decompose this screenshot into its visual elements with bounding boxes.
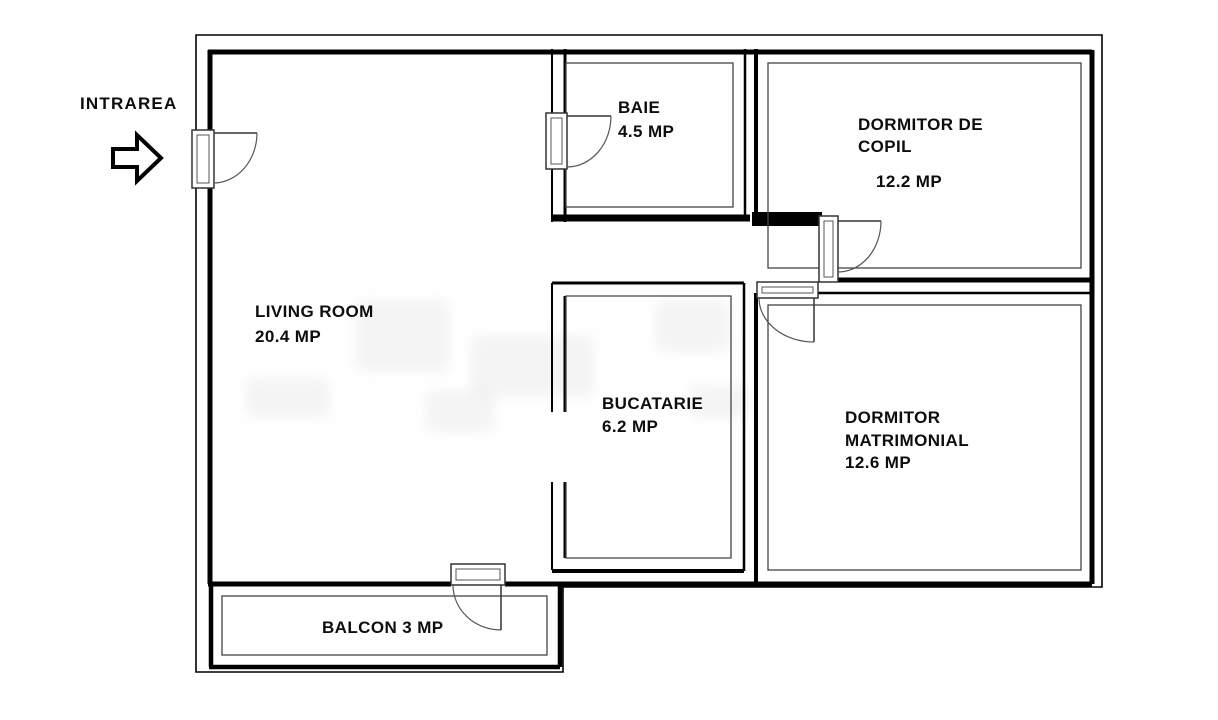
interior-wall-hall-chunk — [752, 212, 822, 226]
interior-wall-bucatarie-matrimonial — [744, 283, 756, 582]
entrance-door — [192, 130, 257, 188]
dormitor-copil-name-line1: DORMITOR DE — [858, 115, 983, 134]
matrimonial-door — [757, 282, 818, 342]
balcon-door — [451, 564, 505, 630]
bucatarie-area: 6.2 MP — [602, 417, 659, 436]
dormitor-copil-name-line2: COPIL — [858, 137, 912, 156]
dormitor-matrimonial-area: 12.6 MP — [845, 453, 912, 472]
baie-door-frame — [546, 113, 567, 169]
bucatarie-name: BUCATARIE — [602, 394, 704, 413]
copil-door — [819, 216, 881, 282]
entrance-arrow-icon — [113, 135, 161, 181]
matrimonial-door-frame — [757, 282, 818, 298]
living-room-label — [255, 299, 374, 349]
interior-wall-baie-copil — [745, 49, 756, 218]
copil-door-arc — [838, 221, 881, 272]
baie-area: 4.5 MP — [618, 122, 675, 141]
entrance-door-frame — [192, 130, 214, 188]
baie-door — [546, 113, 611, 169]
baie-label — [618, 96, 674, 144]
balcon-door-arc — [453, 585, 501, 630]
entrance-label: INTRAREA — [80, 94, 178, 113]
balcon-door-frame — [451, 564, 505, 585]
entrance-door-arc — [214, 133, 257, 183]
baie-name: BAIE — [618, 98, 661, 117]
copil-door-frame — [819, 216, 838, 282]
living-room-area: 20.4 MP — [255, 327, 322, 346]
dormitor-matrimonial-name-line1: DORMITOR — [845, 408, 941, 427]
balcon-label — [322, 616, 444, 639]
dormitor-copil-area: 12.2 MP — [876, 172, 943, 191]
dormitor-copil-label — [858, 114, 983, 193]
living-room-name: LIVING ROOM — [255, 302, 374, 321]
dormitor-matrimonial-label — [845, 407, 969, 475]
dormitor-matrimonial-name-line2: MATRIMONIAL — [845, 430, 970, 450]
bucatarie-label — [602, 392, 703, 438]
baie-door-arc — [567, 116, 611, 167]
balcon-name: BALCON 3 MP — [322, 618, 444, 637]
